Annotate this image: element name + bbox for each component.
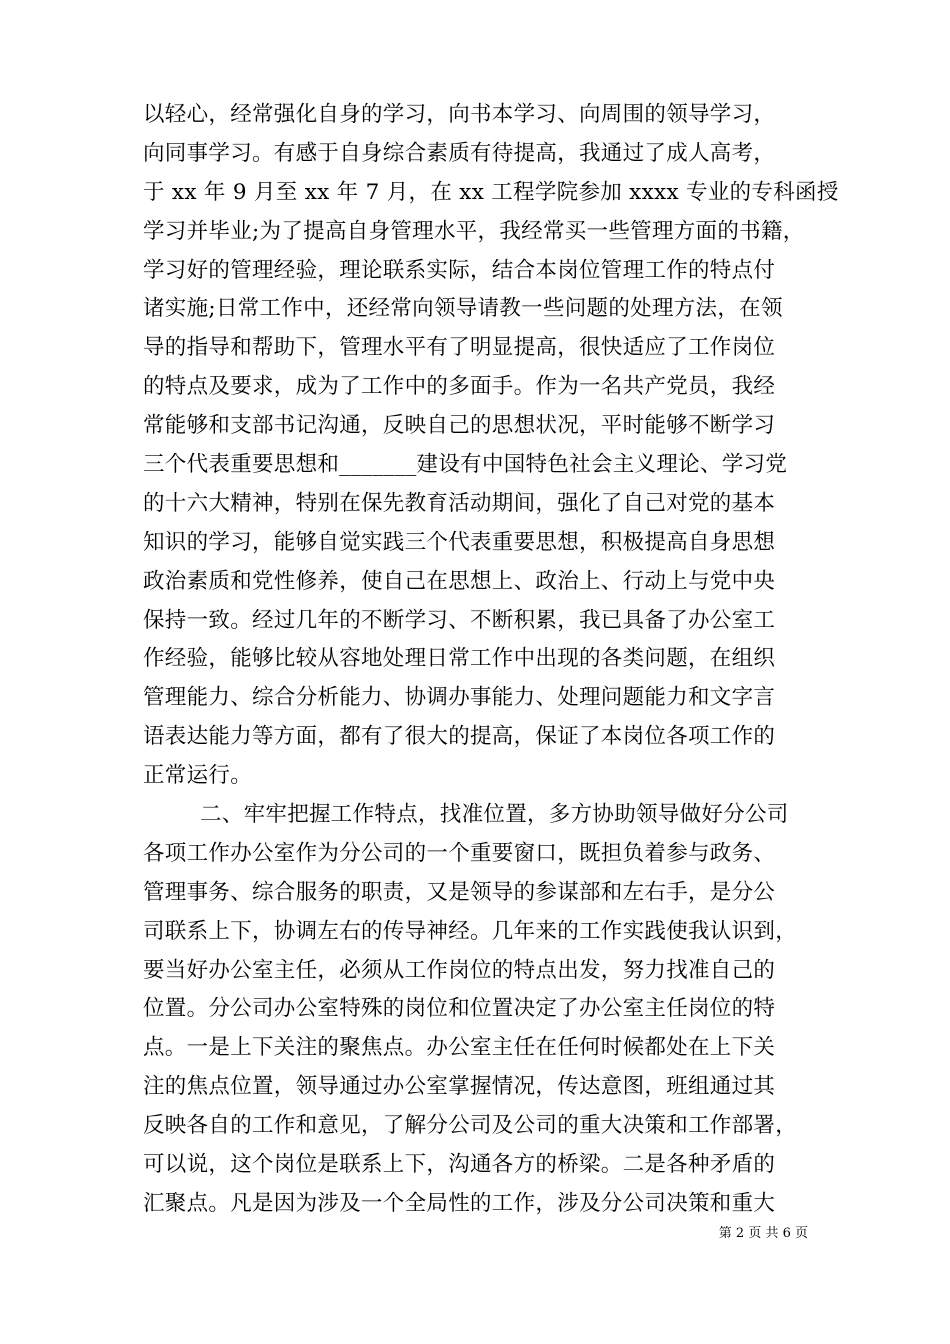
text-line: 以轻心，经常强化自身的学习，向书本学习、向周围的领导学习， (143, 102, 776, 127)
text-line: 正常运行。 (143, 763, 253, 789)
text-line: 位置。分公司办公室特殊的岗位和位置决定了办公室主任岗位的特 (143, 996, 776, 1022)
text-line: 的特点及要求，成为了工作中的多面手。作为一名共产党员，我经 (143, 374, 776, 400)
text-line: 注的焦点位置，领导通过办公室掌握情况，传达意图，班组通过其 (143, 1074, 776, 1100)
text-line: 要当好办公室主任，必须从工作岗位的特点出发，努力找准自己的 (143, 957, 776, 983)
text-line: 各项工作办公室作为分公司的一个重要窗口，既担负着参与政务、 (143, 840, 776, 866)
body-text (143, 96, 839, 1224)
text-line: 于 xx 年 9 月至 xx 年 7 月，在 xx 工程学院参加 xxxx 专业的专科函授 (143, 179, 839, 205)
text-line: 学习好的管理经验，理论联系实际，结合本岗位管理工作的特点付 (143, 257, 776, 283)
page-number-footer: 第 2 页 共 6 页 (718, 1226, 808, 1241)
text-line: 保持一致。经过几年的不断学习、不断积累，我已具备了办公室工 (143, 607, 776, 633)
text-line: 作经验，能够比较从容地处理日常工作中出现的各类问题，在组织 (143, 646, 776, 672)
text-line: 向同事学习。有感于自身综合素质有待提高，我通过了成人高考， (143, 140, 776, 166)
text-line: 三个代表重要思想和_______建设有中国特色社会主义理论、学习党 (143, 452, 788, 478)
text-line: 汇聚点。凡是因为涉及一个全局性的工作，涉及分公司决策和重大 (143, 1190, 776, 1216)
text-line: 点。一是上下关注的聚焦点。办公室主任在任何时候都处在上下关 (143, 1035, 776, 1061)
text-line: 常能够和支部书记沟通，反映自己的思想状况，平时能够不断学习 (143, 413, 776, 439)
text-line: 知识的学习，能够自觉实践三个代表重要思想，积极提高自身思想 (143, 529, 776, 555)
text-line: 政治素质和党性修养，使自己在思想上、政治上、行动上与党中央 (143, 568, 776, 594)
text-line: 诸实施;日常工作中，还经常向领导请教一些问题的处理方法，在领 (143, 296, 783, 322)
text-line: 的十六大精神，特别在保先教育活动期间，强化了自己对党的基本 (143, 490, 776, 516)
text-line: 可以说，这个岗位是联系上下，沟通各方的桥梁。二是各种矛盾的 (143, 1152, 776, 1178)
text-line: 导的指导和帮助下，管理水平有了明显提高，很快适应了工作岗位 (143, 335, 776, 361)
text-line: 司联系上下，协调左右的传导神经。几年来的工作实践使我认识到， (143, 918, 798, 944)
text-line: 学习并毕业;为了提高自身管理水平，我经常买一些管理方面的书籍， (143, 218, 805, 244)
text-line: 语表达能力等方面，都有了很大的提高，保证了本岗位各项工作的 (143, 724, 776, 750)
text-line: 管理事务、综合服务的职责，又是领导的参谋部和左右手，是分公 (143, 879, 776, 905)
text-line: 反映各自的工作和意见，了解分公司及公司的重大决策和工作部署， (143, 1113, 798, 1139)
section-heading-line: 二、牢牢把握工作特点，找准位置，多方协助领导做好分公司 (200, 802, 789, 828)
text-line: 管理能力、综合分析能力、协调办事能力、处理问题能力和文字言 (143, 685, 776, 711)
